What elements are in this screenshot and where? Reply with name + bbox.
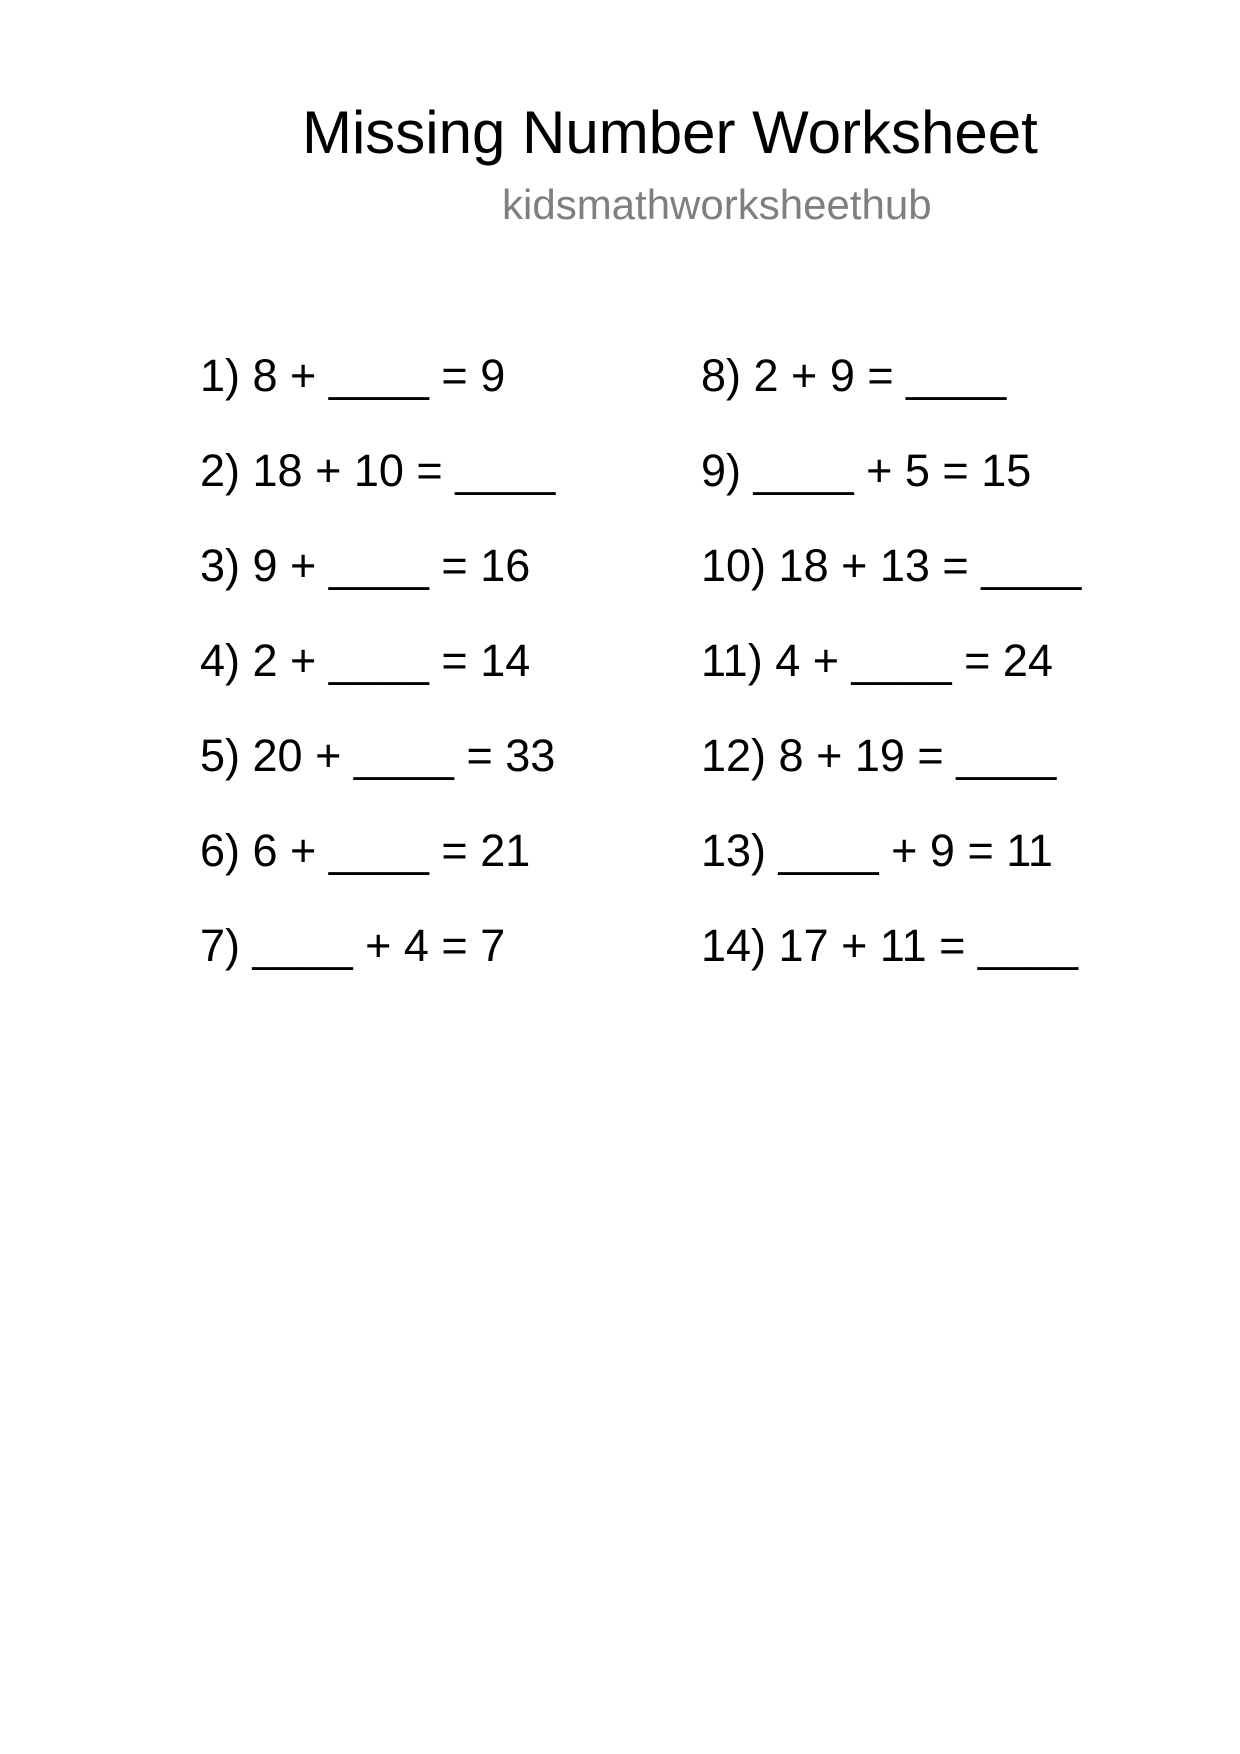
page-title: Missing Number Worksheet bbox=[302, 99, 1038, 166]
problems-left-column bbox=[200, 350, 555, 1015]
problem-12: 12) 8 + 19 = ____ bbox=[701, 730, 1057, 781]
problem-5: 5) 20 + ____ = 33 bbox=[200, 730, 556, 781]
problem-11: 11) 4 + ____ = 24 bbox=[701, 635, 1053, 686]
problem-9: 9) ____ + 5 = 15 bbox=[701, 445, 1032, 496]
problem-8: 8) 2 + 9 = ____ bbox=[701, 350, 1007, 401]
problem-2: 2) 18 + 10 = ____ bbox=[200, 445, 556, 496]
problem-14: 14) 17 + 11 = ____ bbox=[701, 920, 1078, 971]
problems-right-column bbox=[701, 350, 1081, 1015]
problem-6: 6) 6 + ____ = 21 bbox=[200, 825, 531, 876]
problem-1: 1) 8 + ____ = 9 bbox=[200, 350, 506, 401]
problem-13: 13) ____ + 9 = 11 bbox=[701, 825, 1053, 876]
site-watermark: kidsmathworksheethub bbox=[502, 181, 932, 228]
problem-10: 10) 18 + 13 = ____ bbox=[701, 540, 1082, 591]
problem-4: 4) 2 + ____ = 14 bbox=[200, 635, 531, 686]
problem-7: 7) ____ + 4 = 7 bbox=[200, 920, 506, 971]
problem-3: 3) 9 + ____ = 16 bbox=[200, 540, 531, 591]
